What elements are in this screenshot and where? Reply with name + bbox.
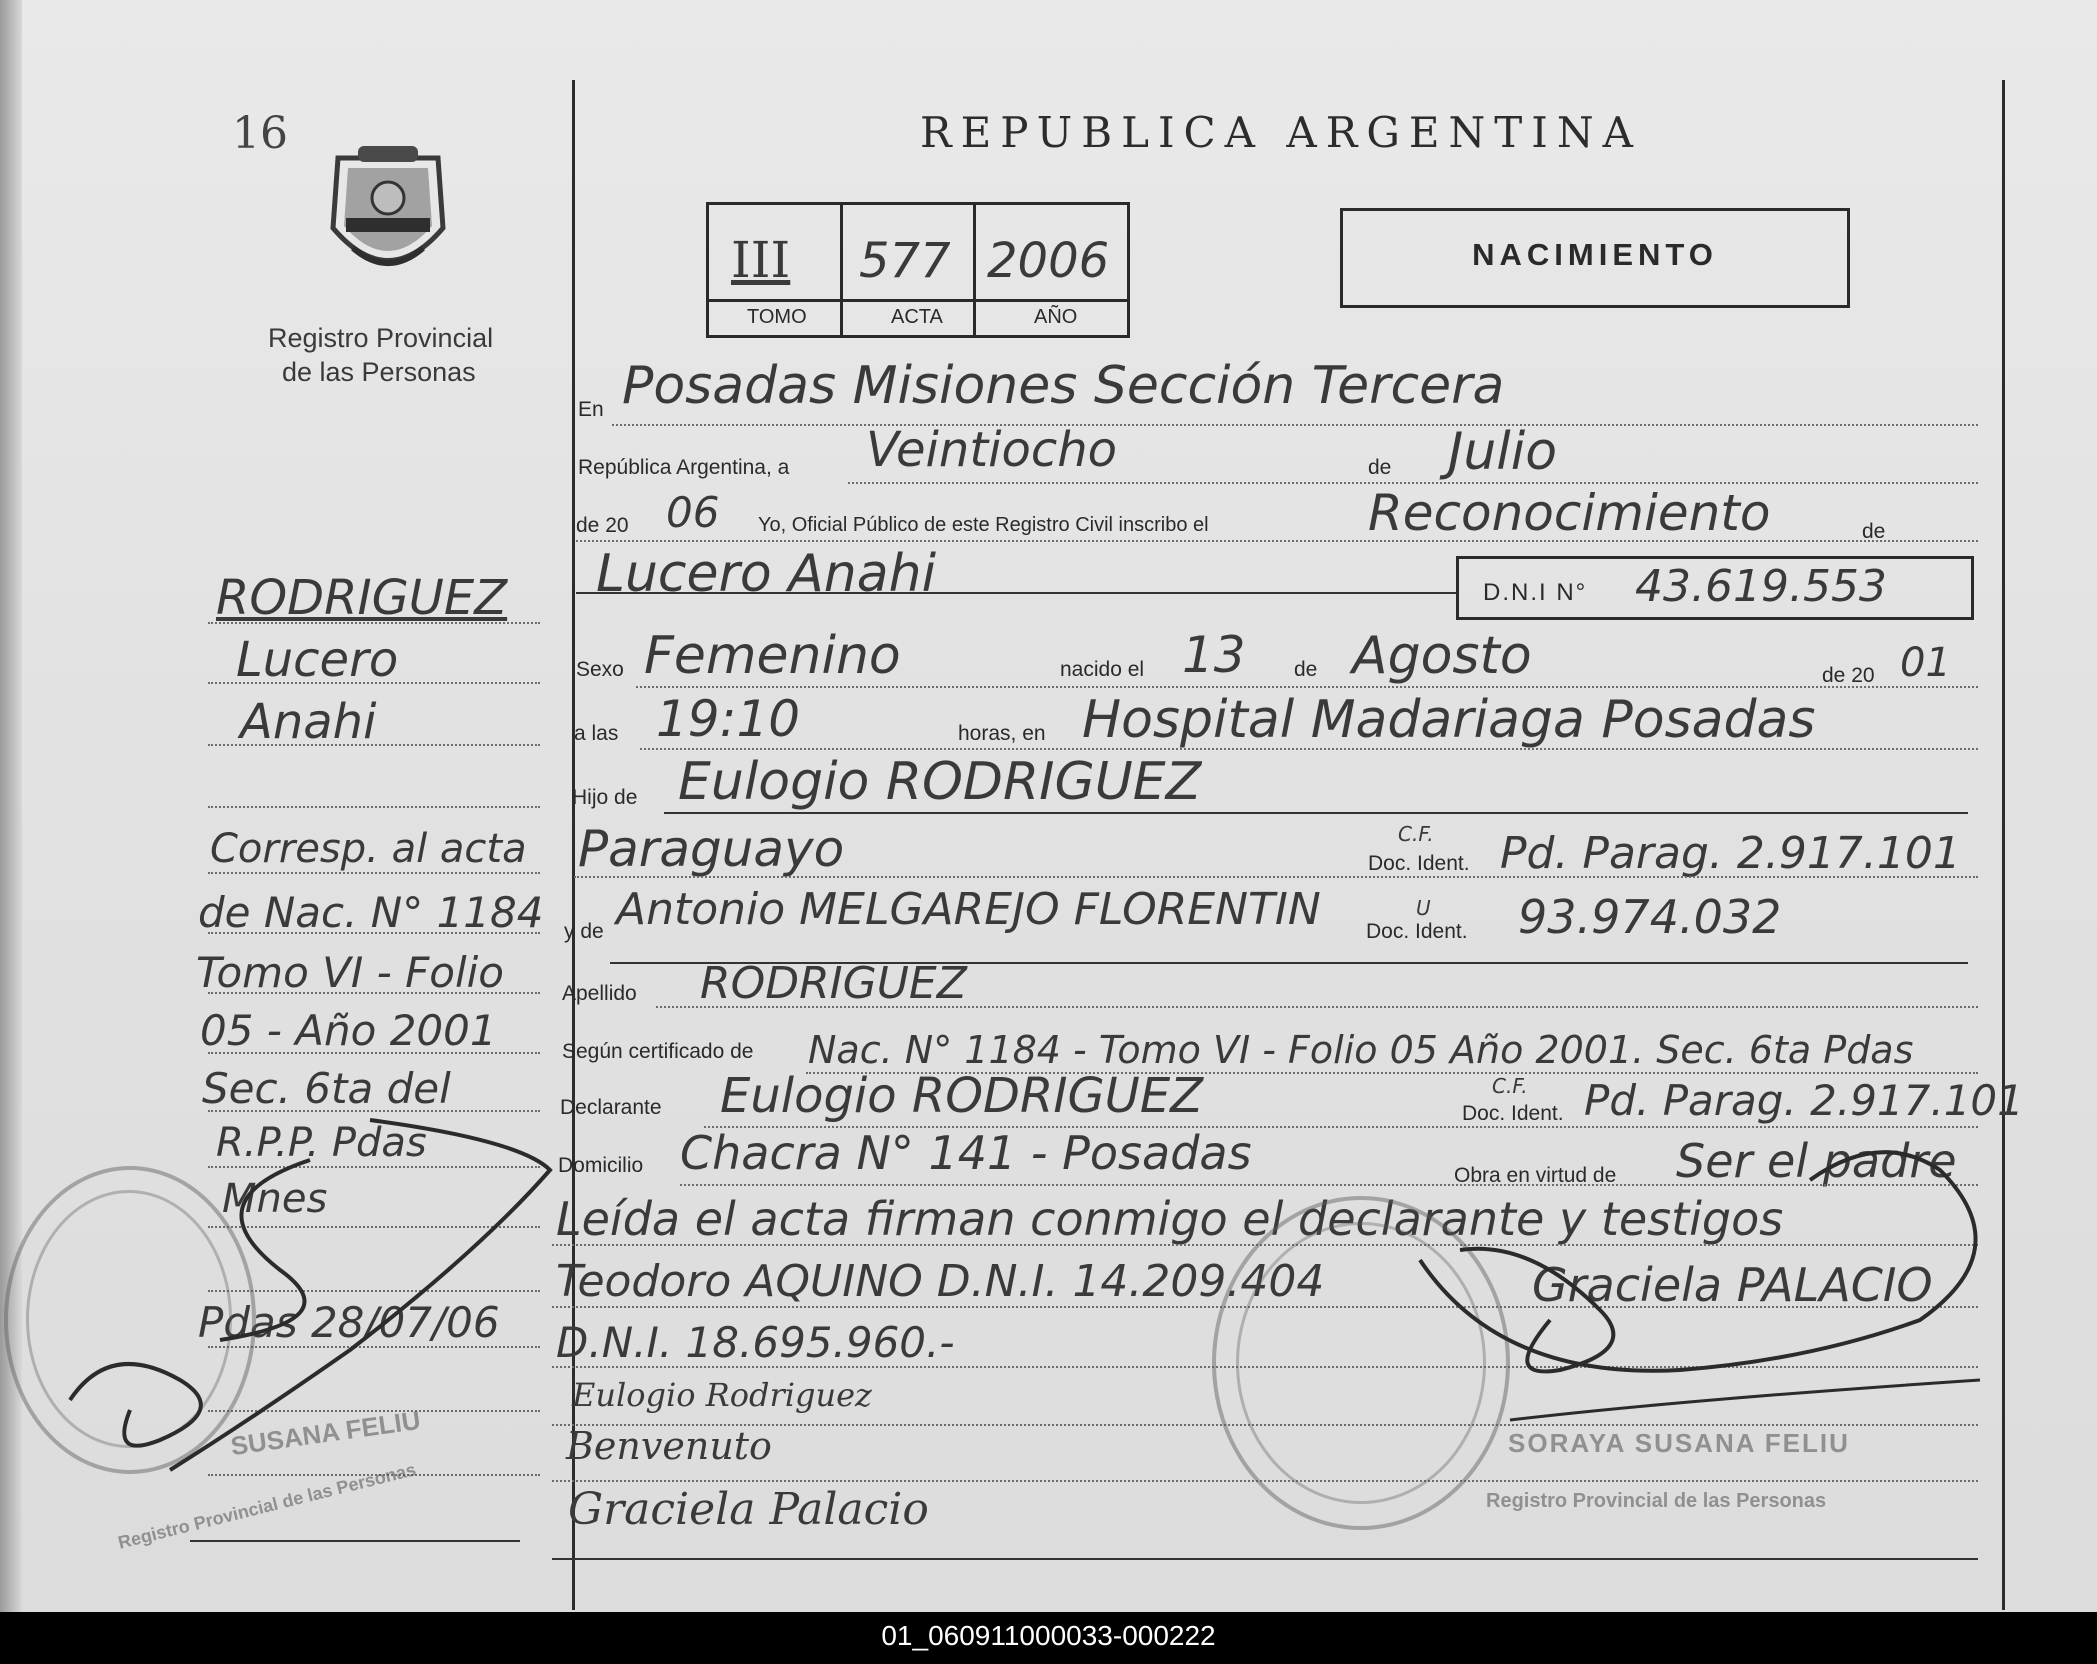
margin-surname: RODRIGUEZ — [216, 570, 508, 626]
record-reference-box — [706, 202, 1130, 338]
birth-year-label: de 20 — [1822, 664, 1875, 687]
domicilio-label: Domicilio — [558, 1154, 644, 1177]
alas-label: a las — [574, 722, 619, 745]
row-line — [656, 1006, 1978, 1008]
domicilio-value: Chacra N° 141 - Posadas — [680, 1126, 1252, 1180]
sexo-label: Sexo — [576, 658, 624, 681]
doc-ident-label-3: Doc. Ident. — [1462, 1102, 1564, 1125]
footer-code: 01_060911000033-000222 — [881, 1620, 1216, 1651]
margin-note-line6: R.P.P. Pdas — [216, 1120, 427, 1166]
margin-note-line7: Mnes — [222, 1176, 328, 1222]
obra-label: Obra en virtud de — [1454, 1164, 1617, 1187]
margin-date: Pdas 28/07/06 — [198, 1298, 500, 1347]
de-label: de — [1368, 456, 1392, 479]
declarante-value: Eulogio RODRIGUEZ — [720, 1068, 1204, 1124]
birth-place-value: Hospital Madariaga Posadas — [1082, 690, 1816, 750]
margin-line — [208, 1052, 540, 1054]
margin-note-line1: Corresp. al acta — [210, 826, 527, 872]
certificado-value: Nac. N° 1184 - Tomo VI - Folio 05 Año 2001. Sec. 6ta Pdas — [808, 1028, 1914, 1072]
mother-value: Antonio MELGAREJO FLORENTIN — [616, 884, 1321, 935]
dni-value: 43.619.553 — [1635, 561, 1887, 612]
acta-label: ACTA — [891, 306, 943, 328]
official-stamp-registry: Registro Provincial de las Personas — [1486, 1490, 1827, 1512]
father-nationality-value: Paraguayo — [578, 820, 845, 878]
act-value: Reconocimiento — [1368, 484, 1771, 542]
witness2-value: Graciela PALACIO — [1532, 1258, 1933, 1312]
margin-note-line5: Sec. 6ta del — [202, 1064, 451, 1113]
declarante-doc-value: Pd. Parag. 2.917.101 — [1584, 1076, 2024, 1125]
nacido-label: nacido el — [1060, 658, 1145, 681]
row-line — [576, 592, 1456, 594]
official-signature-scribble — [1380, 1120, 2020, 1460]
anio-value: 2006 — [987, 233, 1110, 289]
record-type-box — [1340, 208, 1850, 308]
year-prefix-label: de 20 — [576, 514, 629, 537]
left-stamp-registry: Registro Provincial de las Personas — [116, 1459, 418, 1553]
mother-doc-prefix: U — [1416, 896, 1431, 920]
row-line — [664, 812, 1968, 814]
registry-name-line2: de las Personas — [282, 357, 476, 387]
father-doc-prefix: C.F. — [1398, 822, 1434, 846]
margin-signature-scribble — [50, 1110, 570, 1490]
margin-line — [208, 932, 540, 934]
image-footer — [0, 1612, 2097, 1664]
apellido-value: RODRIGUEZ — [700, 958, 967, 1009]
provincial-seal-icon — [318, 138, 458, 298]
de3-label: de — [1294, 658, 1318, 681]
tomo-cell-divider — [840, 205, 843, 335]
anio-label: AÑO — [1034, 306, 1078, 328]
sexo-value: Femenino — [644, 626, 901, 686]
horas-label: horas, en — [958, 722, 1046, 745]
en-label: En — [578, 398, 604, 421]
tomo-value: III — [731, 231, 791, 289]
father-value: Eulogio RODRIGUEZ — [678, 752, 1202, 812]
row-line — [574, 876, 1978, 878]
doc-ident-label-2: Doc. Ident. — [1366, 920, 1468, 943]
declarante-doc-prefix: C.F. — [1492, 1074, 1528, 1098]
witness2-dni-value: D.N.I. 18.695.960.- — [556, 1318, 955, 1367]
acta-value: 577 — [859, 233, 951, 289]
margin-line — [208, 744, 540, 746]
father-doc-value: Pd. Parag. 2.917.101 — [1500, 828, 1961, 879]
doc-ident-label: Doc. Ident. — [1368, 852, 1470, 875]
birth-year-value: 01 — [1900, 640, 1951, 686]
row-line — [636, 686, 1978, 688]
de2-label: de — [1862, 520, 1886, 543]
mother-doc-value: 93.974.032 — [1518, 890, 1782, 944]
margin-note-line3: Tomo VI - Folio — [196, 948, 504, 997]
registry-name-line1: Registro Provincial — [268, 323, 494, 353]
yde-label: y de — [564, 920, 604, 943]
row-line — [552, 1558, 1978, 1560]
person-name-value: Lucero Anahi — [596, 544, 937, 604]
margin-given2: Anahi — [240, 694, 377, 750]
signature-witness1: Benvenuto — [566, 1424, 772, 1468]
tomo-label: TOMO — [747, 306, 807, 328]
dni-box — [1456, 556, 1974, 620]
page-number: 16 — [232, 108, 288, 159]
margin-line — [208, 806, 540, 808]
margin-line — [208, 872, 540, 874]
signature-declarante: Eulogio Rodriguez — [572, 1376, 872, 1414]
margin-line — [208, 992, 540, 994]
segun-label: Según certificado de — [562, 1040, 754, 1063]
margin-given1: Lucero — [236, 632, 399, 688]
birth-day-value: 13 — [1182, 626, 1246, 684]
day-words-value: Veintiocho — [866, 422, 1118, 478]
birth-time-value: 19:10 — [656, 690, 801, 748]
place-value: Posadas Misiones Sección Tercera — [622, 356, 1505, 416]
witness1-value: Teodoro AQUINO D.N.I. 14.209.404 — [556, 1256, 1325, 1307]
obra-value: Ser el padre — [1676, 1134, 1957, 1188]
margin-note-line4: 05 - Año 2001 — [200, 1006, 497, 1055]
dni-label: D.N.I N° — [1483, 579, 1588, 606]
margin-line — [208, 682, 540, 684]
apellido-label: Apellido — [562, 982, 637, 1005]
margin-line — [208, 622, 540, 624]
row-line — [612, 424, 1978, 426]
margin-line — [190, 1540, 520, 1542]
country-title: REPUBLICA ARGENTINA — [920, 108, 1642, 157]
declarante-label: Declarante — [560, 1096, 662, 1119]
month-value: Julio — [1448, 422, 1558, 482]
leida-text: Leída el acta firman conmigo el declarante y testigos — [556, 1192, 1784, 1246]
row-line — [576, 540, 1978, 542]
official-stamp-name: SORAYA SUSANA FELIU — [1508, 1428, 1850, 1458]
ticket-label-divider — [709, 299, 1127, 302]
acta-cell-divider — [973, 205, 976, 335]
oficial-text: Yo, Oficial Público de este Registro Civil inscribo el — [758, 514, 1209, 536]
record-type-label: NACIMIENTO — [1472, 237, 1718, 272]
margin-note-line2: de Nac. N° 1184 — [198, 888, 544, 937]
signature-witness2: Graciela Palacio — [568, 1484, 929, 1535]
republica-label: República Argentina, a — [578, 456, 790, 479]
row-line — [640, 748, 1978, 750]
left-stamp-name: SUSANA FELIU — [228, 1404, 423, 1462]
birth-month-value: Agosto — [1352, 626, 1532, 686]
year-suffix-value: 06 — [666, 488, 720, 537]
hijo-label: Hijo de — [572, 786, 638, 809]
